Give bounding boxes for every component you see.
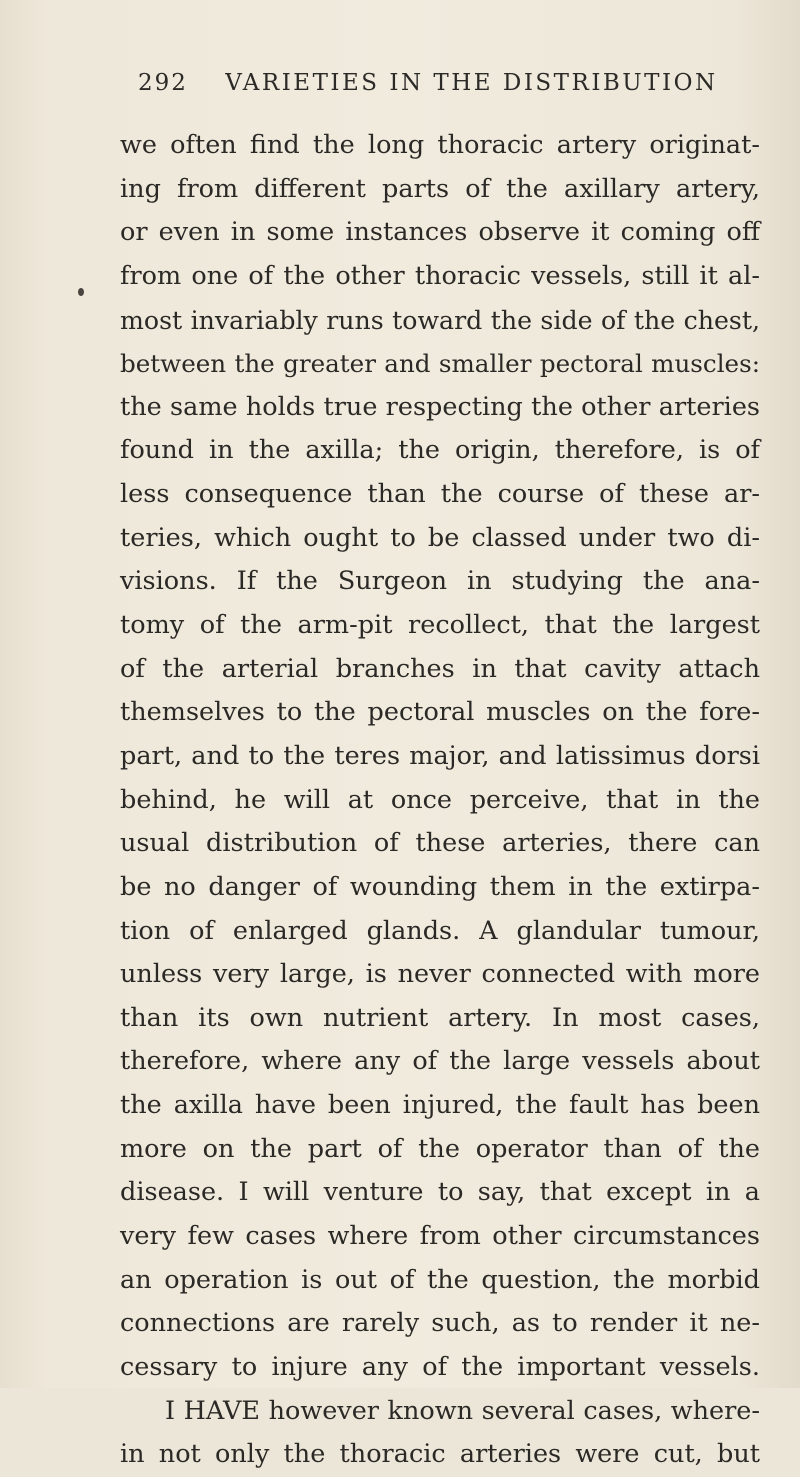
page-number: 292 [138,70,188,96]
text-line: therefore, where any of the large vessels about [120,1046,760,1077]
body-text [120,124,760,1477]
text-line: from one of the other thoracic vessels, still it al- [120,260,760,291]
text-line: in not only the thoracic arteries were cut, but [120,1439,760,1470]
text-line: ing from different parts of the axillary artery, [120,173,760,204]
paragraph-start-line: I HAVE however known several cases, where- [165,1395,760,1426]
text-line: between the greater and smaller pectoral muscles: [120,349,760,379]
text-line: be no danger of wounding them in the extirpa- [120,871,760,902]
text-line: we often find the long thoracic artery originat- [120,130,760,160]
text-line: unless very large, is never connected with more [120,959,760,990]
text-line: more on the part of the operator than of the [120,1133,760,1164]
text-line: an operation is out of the question, the morbid [120,1264,760,1295]
text-line: tomy of the arm-pit recollect, that the largest [120,610,760,641]
ink-speck [78,288,84,296]
running-title: VARIETIES IN THE DISTRIBUTION [225,70,718,96]
text-line: disease. I will venture to say, that except in a [120,1177,760,1208]
text-line: the axilla have been injured, the fault has been [120,1090,760,1121]
text-line: very few cases where from other circumstances [120,1221,760,1252]
text-line: or even in some instances observe it coming off [120,217,760,248]
text-line: tion of enlarged glands. A glandular tumour, [120,915,760,946]
text-line: visions. If the Surgeon in studying the ana- [120,566,760,597]
text-line: most invariably runs toward the side of the chest, [120,305,760,335]
text-line: the same holds true respecting the other arteries [120,391,760,422]
text-line: than its own nutrient artery. In most cases, [120,1002,760,1033]
running-head [138,70,718,96]
text-line: found in the axilla; the origin, therefore, is of [120,435,760,466]
text-line: cessary to injure any of the important vessels. [120,1351,760,1382]
text-line: of the arterial branches in that cavity attach [120,653,760,684]
text-line: less consequence than the course of these ar- [120,479,760,510]
text-line: behind, he will at once perceive, that in the [120,784,760,815]
text-line: themselves to the pectoral muscles on the fore- [120,697,760,728]
text-line: usual distribution of these arteries, there can [120,828,760,859]
text-line: connections are rarely such, as to render it ne- [120,1308,760,1339]
text-line: part, and to the teres major, and latissimus dorsi [120,740,760,771]
text-line: teries, which ought to be classed under two di- [120,522,760,553]
